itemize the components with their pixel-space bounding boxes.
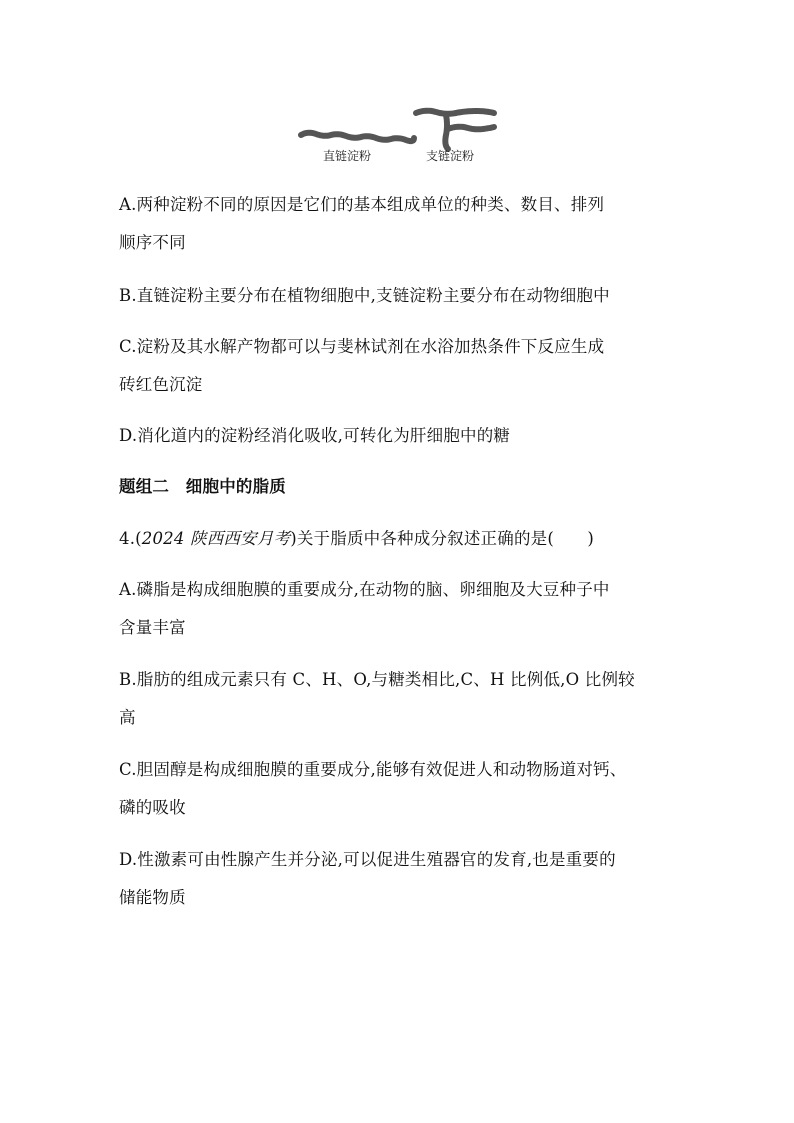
q4-option-a-line2: 含量丰富 [119, 618, 186, 637]
q4-option-b-line1: B.脂肪的组成元素只有 C、H、O,与糖类相比,C、H 比例低,O 比例较 [119, 670, 635, 689]
starch-figure [296, 103, 501, 165]
q4-option-c-line2: 磷的吸收 [119, 798, 186, 817]
branched-starch-label: 支链淀粉 [426, 149, 475, 163]
linear-starch-label: 直链淀粉 [323, 149, 372, 163]
q3-option-a-line1: A.两种淀粉不同的原因是它们的基本组成单位的种类、数目、排列 [119, 195, 605, 214]
q4-option-d-line1: D.性激素可由性腺产生并分泌,可以促进生殖器官的发育,也是重要的 [119, 850, 616, 869]
q3-option-c-line2: 砖红色沉淀 [119, 375, 203, 394]
q4-option-d-line2: 储能物质 [119, 888, 186, 907]
q3-option-b: B.直链淀粉主要分布在植物细胞中,支链淀粉主要分布在动物细胞中 [119, 286, 610, 305]
branched-starch-branch [448, 127, 494, 130]
q3-option-d: D.消化道内的淀粉经消化吸收,可转化为肝细胞中的糖 [119, 426, 511, 445]
q4-option-a-line1: A.磷脂是构成细胞膜的重要成分,在动物的脑、卵细胞及大豆种子中 [119, 580, 610, 599]
q3-option-c-line1: C.淀粉及其水解产物都可以与斐林试剂在水浴加热条件下反应生成 [119, 337, 605, 356]
q4-source: 2024 陕西西安月考 [141, 529, 291, 548]
section-heading: 题组二 细胞中的脂质 [119, 477, 286, 496]
q3-option-a-line2: 顺序不同 [119, 233, 186, 252]
q4-number: 4.( [119, 529, 142, 548]
q4-option-c-line1: C.胆固醇是构成细胞膜的重要成分,能够有效促进人和动物肠道对钙、 [119, 760, 627, 779]
q4-option-b-line2: 高 [119, 708, 136, 727]
q4-stem [119, 529, 594, 549]
branched-starch-main [416, 111, 494, 114]
branched-starch-stem [445, 115, 448, 149]
q4-stem-text: )关于脂质中各种成分叙述正确的是( ) [290, 529, 595, 548]
linear-starch-chain [301, 133, 414, 141]
